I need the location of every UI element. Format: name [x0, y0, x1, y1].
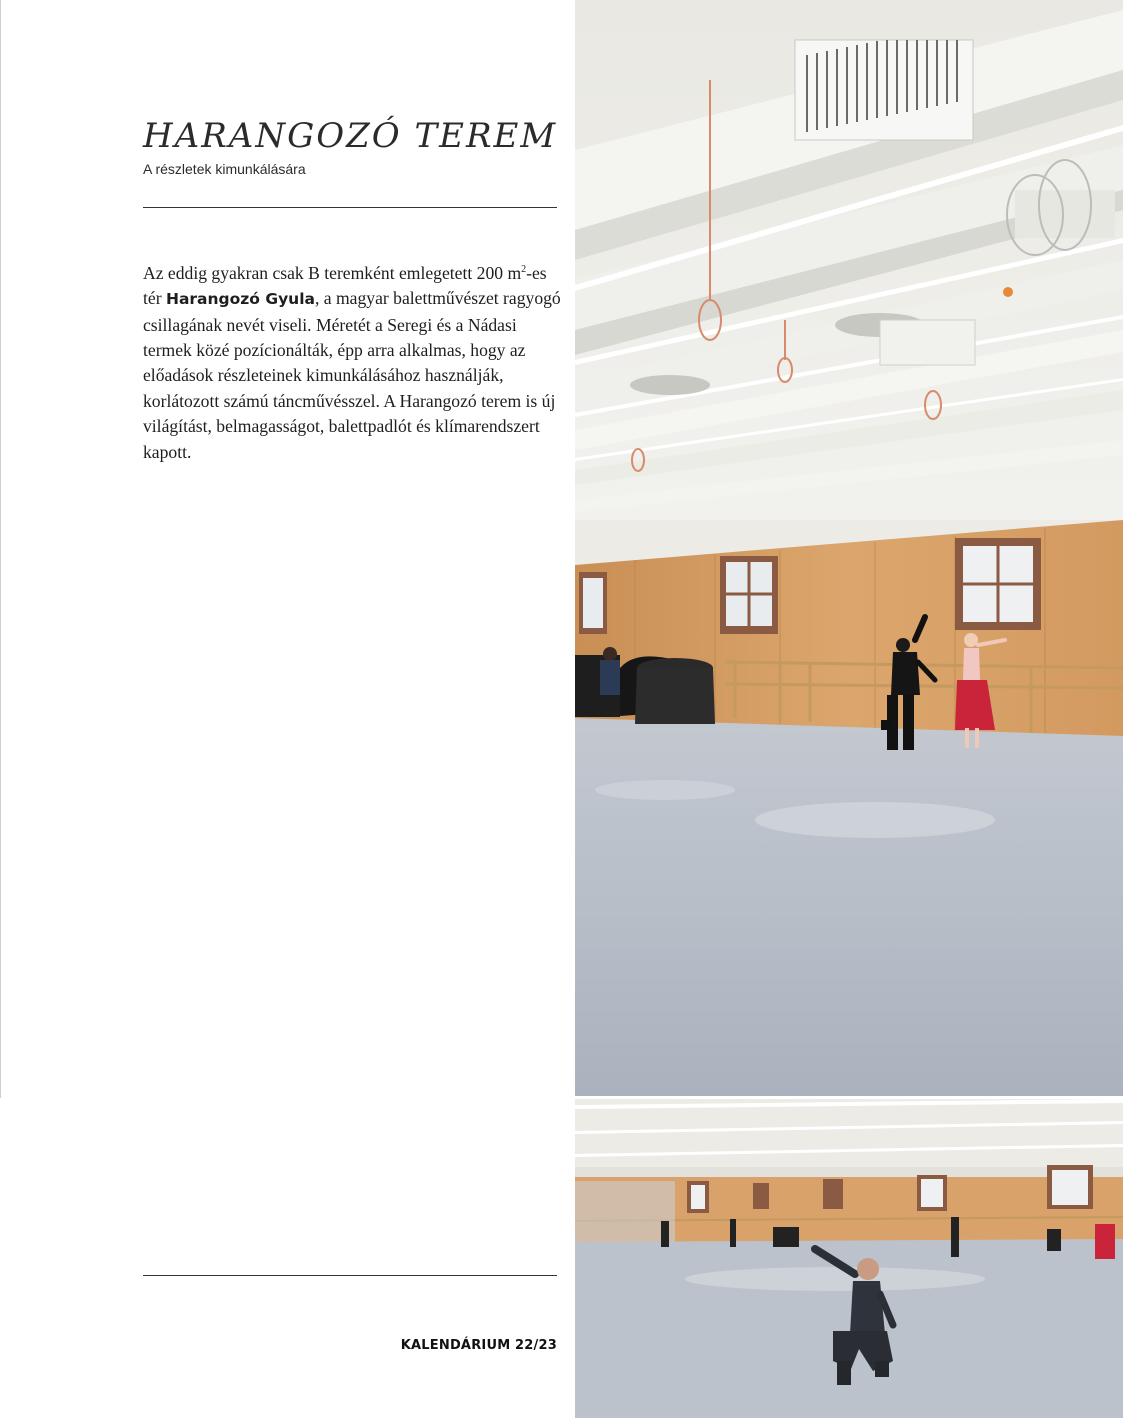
body-text-after: , a magyar balettművészet ragyogó csillagának nevét viseli. Méretét a Seregi és a Nádasi termek közé pozícionálták, épp arra alkalmas, hogy az előadások részleteinek kimunkálásához használják, korlátozott számú táncművésszel. A Harangozó terem is új világítást, belmagasságot, balettpadlót és klímarendszert kapott.: [143, 288, 561, 462]
studio-photo-main: [575, 0, 1123, 1096]
body-text-middle: -es tér: [143, 262, 547, 309]
divider-top: [143, 207, 557, 208]
section-subtitle: A részletek kimunkálására: [143, 161, 306, 177]
studio-photo-secondary: [575, 1099, 1123, 1418]
body-highlight-name: Harangozó Gyula: [165, 290, 315, 309]
body-text-before: Az eddig gyakran csak B teremként emlegetett 200 m: [143, 262, 522, 283]
body-paragraph: [143, 257, 561, 465]
body-superscript: 2: [521, 264, 527, 275]
divider-bottom: [143, 1275, 557, 1276]
publication-footer: KALENDÁRIUM 22/23: [400, 1338, 557, 1353]
section-title: HARANGOZÓ TEREM: [143, 116, 558, 156]
page-edge-line: [0, 0, 1, 1098]
